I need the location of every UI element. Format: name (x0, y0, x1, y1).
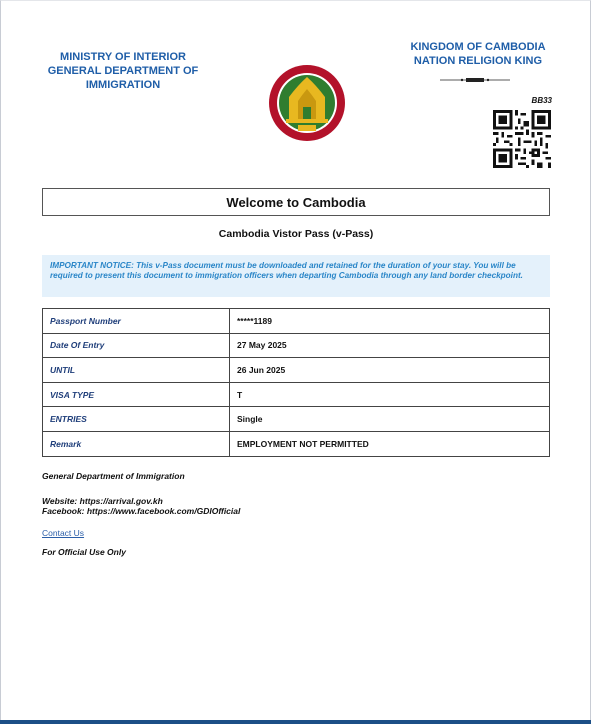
detail-label: ENTRIES (43, 407, 230, 432)
important-notice (42, 255, 550, 297)
ministry-line-3: IMMIGRATION (85, 79, 161, 91)
detail-value: EMPLOYMENT NOT PERMITTED (230, 431, 550, 456)
qr-code-icon (493, 110, 551, 168)
ministry-line-2: GENERAL DEPARTMENT OF (47, 65, 199, 77)
footer-website: Website: https://arrival.gov.kh (42, 496, 163, 506)
ornament-divider-icon (440, 77, 510, 83)
detail-label: Remark (43, 431, 230, 456)
table-row (43, 431, 550, 456)
ministry-header (38, 50, 208, 92)
document-subtitle: Cambodia Vistor Pass (v-Pass) (218, 228, 374, 240)
footer-links-block (42, 496, 240, 516)
detail-value: T (230, 382, 550, 407)
welcome-title: Welcome to Cambodia (42, 188, 550, 216)
notice-label: IMPORTANT NOTICE: (50, 261, 134, 270)
table-row (43, 358, 550, 383)
detail-value: 26 Jun 2025 (230, 358, 550, 383)
table-row (43, 309, 550, 334)
detail-label: Date Of Entry (43, 333, 230, 358)
detail-label: VISA TYPE (43, 382, 230, 407)
detail-label: Passport Number (43, 309, 230, 334)
table-row (43, 407, 550, 432)
footer-department: General Department of Immigration (42, 471, 185, 481)
ministry-line-1: MINISTRY OF INTERIOR (60, 51, 186, 63)
detail-value: Single (230, 407, 550, 432)
kingdom-header (398, 40, 558, 68)
kingdom-line-2: NATION RELIGION KING (413, 55, 543, 67)
detail-label: UNTIL (43, 358, 230, 383)
footer-facebook: Facebook: https://www.facebook.com/GDIOfficial (42, 506, 241, 516)
official-use-note: For Official Use Only (42, 547, 126, 557)
contact-us-link[interactable]: Contact Us (42, 528, 85, 538)
kingdom-line-1: KINGDOM OF CAMBODIA (410, 41, 546, 53)
notice-text: This v-Pass document must be downloaded and retained for the duration of your stay. You will be required to present this document to immigration officers when departing Cambodia through any land border checkpoint. (50, 261, 523, 280)
document-code: BB33 (531, 96, 552, 105)
bottom-bar (0, 720, 591, 724)
table-row (43, 382, 550, 407)
table-row (43, 333, 550, 358)
detail-value: 27 May 2025 (230, 333, 550, 358)
visa-details-table (42, 308, 550, 457)
immigration-emblem-icon (262, 63, 352, 143)
detail-value: *****1189 (230, 309, 550, 334)
